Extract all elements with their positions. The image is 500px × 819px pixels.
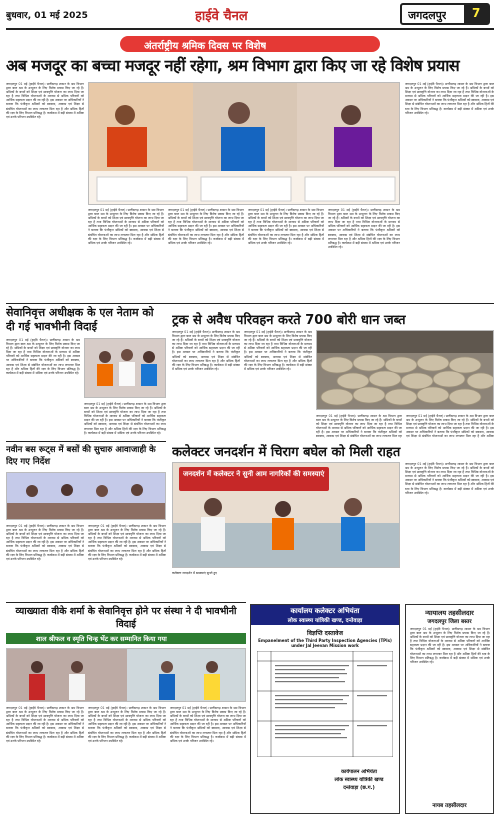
- notice-footer-office: कार्यपालन अभियंता: [341, 769, 377, 775]
- story4-photo: [6, 472, 166, 520]
- story6-subhead: शाल श्रीफल व स्मृति चिन्ह भेंट कर सम्मानित किया गया: [36, 635, 167, 643]
- page-number: 7: [472, 6, 481, 20]
- masthead: हाईवे चैनल: [195, 9, 248, 24]
- story5-headline: कलेक्टर जनदर्शन में चिराग बघेल को मिली राहत: [172, 445, 401, 460]
- lead-body-col6: जगदलपुर 01 मई (हाईवे चैनल)। छत्तीसगढ़ शासन के श्रम विभाग द्वारा बाल श्रम के उन्मूलन के लिए विशेष प्रयास किए जा रहे हैं। श्रमिकों के बच्चों को शिक्षा एवं छात्रवृत्ति योजना का लाभ दिया जा रहा है तथा विभिन्न योजनाओं के माध्यम से श्रमिक परिवारों को आर्थिक सहायता प्रदान की जा रही है। इस अवसर पर अधिकारियों ने बताया कि पंजीकृत श्रमिकों को स्वास्थ्य, आवास एवं शिक्षा से संबंधित योजनाओं का लाभ लगातार मिल रहा है और श्रमिक हितों की रक्षा के लिए विभाग प्रतिबद्ध है। कार्यक्रम में बड़ी संख्या में श्रमिक एवं उनके परिजन उपस्थित रहे।: [405, 82, 494, 115]
- story6-body-col3: जगदलपुर 01 मई (हाईवे चैनल)। छत्तीसगढ़ शासन के श्रम विभाग द्वारा बाल श्रम के उन्मूलन के लिए विशेष प्रयास किए जा रहे हैं। श्रमिकों के बच्चों को शिक्षा एवं छात्रवृत्ति योजना का लाभ दिया जा रहा है तथा विभिन्न योजनाओं के माध्यम से श्रमिक परिवारों को आर्थिक सहायता प्रदान की जा रही है। इस अवसर पर अधिकारियों ने बताया कि पंजीकृत श्रमिकों को स्वास्थ्य, आवास एवं शिक्षा से संबंधित योजनाओं का लाभ लगातार मिल रहा है और श्रमिक हितों की रक्षा के लिए विभाग प्रतिबद्ध है। कार्यक्रम में बड़ी संख्या में श्रमिक एवं उनके परिजन उपस्थित रहे।: [170, 706, 246, 743]
- story2-photo: [84, 338, 166, 398]
- rule-3: [6, 602, 246, 603]
- story2-headline: सेवानिवृत्त अधीक्षक के एल नेताम को दी गई भावभीनी विदाई: [6, 306, 154, 333]
- lead-body-col5: जगदलपुर 01 मई (हाईवे चैनल)। छत्तीसगढ़ शासन के श्रम विभाग द्वारा बाल श्रम के उन्मूलन के लिए विशेष प्रयास किए जा रहे हैं। श्रमिकों के बच्चों को शिक्षा एवं छात्रवृत्ति योजना का लाभ दिया जा रहा है तथा विभिन्न योजनाओं के माध्यम से श्रमिक परिवारों को आर्थिक सहायता प्रदान की जा रही है। इस अवसर पर अधिकारियों ने बताया कि पंजीकृत श्रमिकों को स्वास्थ्य, आवास एवं शिक्षा से संबंधित योजनाओं का लाभ लगातार मिल रहा है और श्रमिक हितों की रक्षा के लिए विभाग प्रतिबद्ध है। कार्यक्रम में बड़ी संख्या में श्रमिक एवं उनके परिजन उपस्थित रहे।: [328, 208, 400, 249]
- court-notice-subtitle: जगदलपुर जिला बस्तर: [427, 619, 472, 625]
- lead-photo-group: [88, 82, 400, 205]
- story4-body-col2: जगदलपुर 01 मई (हाईवे चैनल)। छत्तीसगढ़ शासन के श्रम विभाग द्वारा बाल श्रम के उन्मूलन के लिए विशेष प्रयास किए जा रहे हैं। श्रमिकों के बच्चों को शिक्षा एवं छात्रवृत्ति योजना का लाभ दिया जा रहा है तथा विभिन्न योजनाओं के माध्यम से श्रमिक परिवारों को आर्थिक सहायता प्रदान की जा रही है। इस अवसर पर अधिकारियों ने बताया कि पंजीकृत श्रमिकों को स्वास्थ्य, आवास एवं शिक्षा से संबंधित योजनाओं का लाभ लगातार मिल रहा है और श्रमिक हितों की रक्षा के लिए विभाग प्रतिबद्ध है। कार्यक्रम में बड़ी संख्या में श्रमिक एवं उनके परिजन उपस्थित रहे।: [88, 524, 166, 561]
- lead-body-col1: जगदलपुर 01 मई (हाईवे चैनल)। छत्तीसगढ़ शासन के श्रम विभाग द्वारा बाल श्रम के उन्मूलन के लिए विशेष प्रयास किए जा रहे हैं। श्रमिकों के बच्चों को शिक्षा एवं छात्रवृत्ति योजना का लाभ दिया जा रहा है तथा विभिन्न योजनाओं के माध्यम से श्रमिक परिवारों को आर्थिक सहायता प्रदान की जा रही है। इस अवसर पर अधिकारियों ने बताया कि पंजीकृत श्रमिकों को स्वास्थ्य, आवास एवं शिक्षा से संबंधित योजनाओं का लाभ लगातार मिल रहा है और श्रमिक हितों की रक्षा के लिए विभाग प्रतिबद्ध है। कार्यक्रम में बड़ी संख्या में श्रमिक एवं उनके परिजन उपस्थित रहे।: [6, 82, 84, 119]
- notice-table: [257, 651, 393, 757]
- story6-subhead-bar: [6, 633, 246, 644]
- story3-body-col4: जगदलपुर 01 मई (हाईवे चैनल)। छत्तीसगढ़ शासन के श्रम विभाग द्वारा बाल श्रम के उन्मूलन के लिए विशेष प्रयास किए जा रहे हैं। श्रमिकों के बच्चों को शिक्षा एवं छात्रवृत्ति योजना का लाभ दिया जा रहा है तथा विभिन्न योजनाओं के माध्यम से श्रमिक परिवारों को आर्थिक सहायता प्रदान की जा रही है। इस अवसर पर अधिकारियों ने बताया कि पंजीकृत श्रमिकों को स्वास्थ्य, आवास एवं शिक्षा से संबंधित योजनाओं का लाभ लगातार मिल रहा है और श्रमिक: [406, 414, 494, 438]
- story5-photo: [172, 462, 400, 568]
- govt-notice: [250, 604, 400, 814]
- notice-subject: विज्ञप्ति दस्तावेज: [307, 630, 343, 637]
- story3-headline: ट्रक से अवैध परिवहन करते 700 बोरी धान जब्त: [172, 313, 406, 328]
- court-notice-footer: नायब तहसीलदार: [432, 803, 467, 809]
- story6-photo: [6, 648, 246, 702]
- meeting-photo: [7, 473, 166, 520]
- story6-headline: व्याख्याता वीके शर्मा के सेवानिवृत्त होने पर संस्था ने दी भावभीनी विदाई: [15, 606, 237, 630]
- page-header: [0, 0, 500, 32]
- page-number-box: [464, 5, 488, 23]
- lead-photo: [89, 83, 400, 205]
- court-notice: [405, 604, 494, 814]
- notice-dept: लोक स्वास्थ्य यांत्रिकी खण्ड, दन्तेवाड़ा: [287, 618, 363, 624]
- notice-header: [251, 605, 399, 625]
- rule-1: [6, 303, 494, 304]
- story4-headline: नवीन बस रूट्स में बसों की सुचारु आवाजाही के दिए गए निर्देश: [6, 445, 156, 467]
- story2-photo-image: [85, 339, 166, 398]
- notice-footer-place: दन्तेवाड़ा (छ.ग.): [343, 785, 375, 791]
- story6-body-col1: जगदलपुर 01 मई (हाईवे चैनल)। छत्तीसगढ़ शासन के श्रम विभाग द्वारा बाल श्रम के उन्मूलन के लिए विशेष प्रयास किए जा रहे हैं। श्रमिकों के बच्चों को शिक्षा एवं छात्रवृत्ति योजना का लाभ दिया जा रहा है तथा विभिन्न योजनाओं के माध्यम से श्रमिक परिवारों को आर्थिक सहायता प्रदान की जा रही है। इस अवसर पर अधिकारियों ने बताया कि पंजीकृत श्रमिकों को स्वास्थ्य, आवास एवं शिक्षा से संबंधित योजनाओं का लाभ लगातार मिल रहा है और श्रमिक हितों की रक्षा के लिए विभाग प्रतिबद्ध है। कार्यक्रम में बड़ी संख्या में श्रमिक एवं उनके परिजन उपस्थित रहे।: [6, 706, 84, 743]
- story3-body-col1: जगदलपुर 01 मई (हाईवे चैनल)। छत्तीसगढ़ शासन के श्रम विभाग द्वारा बाल श्रम के उन्मूलन के लिए विशेष प्रयास किए जा रहे हैं। श्रमिकों के बच्चों को शिक्षा एवं छात्रवृत्ति योजना का लाभ दिया जा रहा है तथा विभिन्न योजनाओं के माध्यम से श्रमिक परिवारों को आर्थिक सहायता प्रदान की जा रही है। इस अवसर पर अधिकारियों ने बताया कि पंजीकृत श्रमिकों को स्वास्थ्य, आवास एवं शिक्षा से संबंधित योजनाओं का लाभ लगातार मिल रहा है और श्रमिक हितों की रक्षा के लिए विभाग प्रतिबद्ध है। कार्यक्रम में बड़ी संख्या में श्रमिक एवं उनके परिजन उपस्थित रहे।: [172, 330, 240, 371]
- notice-title: Empanelment of the Third Party Inspection Agencies (TPIs) under Jal Jeevan Mission work: [258, 638, 392, 648]
- lead-headline: अब मजदूर का बच्चा मजदूर नहीं रहेगा, श्रम विभाग द्वारा किए जा रहे विशेष प्रयास: [6, 56, 460, 75]
- section-banner: [120, 36, 380, 52]
- story5-caption: कलेक्टर जनदर्शन में समस्याएं सुनते हुए: [172, 571, 217, 575]
- farewell-photo: [7, 649, 246, 702]
- header-date: बुधवार, 01 मई 2025: [6, 11, 88, 21]
- story4-body-col1: जगदलपुर 01 मई (हाईवे चैनल)। छत्तीसगढ़ शासन के श्रम विभाग द्वारा बाल श्रम के उन्मूलन के लिए विशेष प्रयास किए जा रहे हैं। श्रमिकों के बच्चों को शिक्षा एवं छात्रवृत्ति योजना का लाभ दिया जा रहा है तथा विभिन्न योजनाओं के माध्यम से श्रमिक परिवारों को आर्थिक सहायता प्रदान की जा रही है। इस अवसर पर अधिकारियों ने बताया कि पंजीकृत श्रमिकों को स्वास्थ्य, आवास एवं शिक्षा से संबंधित योजनाओं का लाभ लगातार मिल रहा है और श्रमिक हितों की रक्षा के लिए विभाग प्रतिबद्ध है। कार्यक्रम में बड़ी संख्या में श्रमिक एवं उनके परिजन उपस्थित रहे।: [6, 524, 84, 561]
- story2-body-col2: जगदलपुर 01 मई (हाईवे चैनल)। छत्तीसगढ़ शासन के श्रम विभाग द्वारा बाल श्रम के उन्मूलन के लिए विशेष प्रयास किए जा रहे हैं। श्रमिकों के बच्चों को शिक्षा एवं छात्रवृत्ति योजना का लाभ दिया जा रहा है तथा विभिन्न योजनाओं के माध्यम से श्रमिक परिवारों को आर्थिक सहायता प्रदान की जा रही है। इस अवसर पर अधिकारियों ने बताया कि पंजीकृत श्रमिकों को स्वास्थ्य, आवास एवं शिक्षा से संबंधित योजनाओं का लाभ लगातार मिल रहा है और श्रमिक हितों की रक्षा के लिए विभाग प्रतिबद्ध है। कार्यक्रम में बड़ी संख्या में श्रमिक एवं उनके परिजन उपस्थित रहे।: [84, 402, 166, 435]
- story3-body-col3: जगदलपुर 01 मई (हाईवे चैनल)। छत्तीसगढ़ शासन के श्रम विभाग द्वारा बाल श्रम के उन्मूलन के लिए विशेष प्रयास किए जा रहे हैं। श्रमिकों के बच्चों को शिक्षा एवं छात्रवृत्ति योजना का लाभ दिया जा रहा है तथा विभिन्न योजनाओं के माध्यम से श्रमिक परिवारों को आर्थिक सहायता प्रदान की जा रही है। इस अवसर पर अधिकारियों ने बताया कि पंजीकृत श्रमिकों को स्वास्थ्य, आवास एवं शिक्षा से संबंधित योजनाओं का लाभ लगातार मिल रहा: [316, 414, 402, 438]
- header-city: जगदलपुर: [408, 9, 447, 22]
- section-banner-title: अंतर्राष्ट्रीय श्रमिक दिवस पर विशेष: [144, 41, 267, 52]
- story5-photo-banner-text: जनदर्शन में कलेक्टर ने सुनी आम नागरिकों की समस्याएं: [183, 470, 325, 478]
- lead-body-col4: जगदलपुर 01 मई (हाईवे चैनल)। छत्तीसगढ़ शासन के श्रम विभाग द्वारा बाल श्रम के उन्मूलन के लिए विशेष प्रयास किए जा रहे हैं। श्रमिकों के बच्चों को शिक्षा एवं छात्रवृत्ति योजना का लाभ दिया जा रहा है तथा विभिन्न योजनाओं के माध्यम से श्रमिक परिवारों को आर्थिक सहायता प्रदान की जा रही है। इस अवसर पर अधिकारियों ने बताया कि पंजीकृत श्रमिकों को स्वास्थ्य, आवास एवं शिक्षा से संबंधित योजनाओं का लाभ लगातार मिल रहा है और श्रमिक हितों की रक्षा के लिए विभाग प्रतिबद्ध है। कार्यक्रम में बड़ी संख्या में श्रमिक एवं उनके परिजन उपस्थित रहे।: [248, 208, 324, 245]
- story3-photo: [316, 330, 494, 410]
- story5-body-col1: जगदलपुर 01 मई (हाईवे चैनल)। छत्तीसगढ़ शासन के श्रम विभाग द्वारा बाल श्रम के उन्मूलन के लिए विशेष प्रयास किए जा रहे हैं। श्रमिकों के बच्चों को शिक्षा एवं छात्रवृत्ति योजना का लाभ दिया जा रहा है तथा विभिन्न योजनाओं के माध्यम से श्रमिक परिवारों को आर्थिक सहायता प्रदान की जा रही है। इस अवसर पर अधिकारियों ने बताया कि पंजीकृत श्रमिकों को स्वास्थ्य, आवास एवं शिक्षा से संबंधित योजनाओं का लाभ लगातार मिल रहा है और श्रमिक हितों की रक्षा के लिए विभाग प्रतिबद्ध है। कार्यक्रम में बड़ी संख्या में श्रमिक एवं उनके परिजन उपस्थित रहे।: [405, 462, 494, 495]
- story5-photo-banner: [179, 467, 329, 491]
- court-notice-title: न्यायालय तहसीलदार: [425, 609, 474, 617]
- lead-body-col2: जगदलपुर 01 मई (हाईवे चैनल)। छत्तीसगढ़ शासन के श्रम विभाग द्वारा बाल श्रम के उन्मूलन के लिए विशेष प्रयास किए जा रहे हैं। श्रमिकों के बच्चों को शिक्षा एवं छात्रवृत्ति योजना का लाभ दिया जा रहा है तथा विभिन्न योजनाओं के माध्यम से श्रमिक परिवारों को आर्थिक सहायता प्रदान की जा रही है। इस अवसर पर अधिकारियों ने बताया कि पंजीकृत श्रमिकों को स्वास्थ्य, आवास एवं शिक्षा से संबंधित योजनाओं का लाभ लगातार मिल रहा है और श्रमिक हितों की रक्षा के लिए विभाग प्रतिबद्ध है। कार्यक्रम में बड़ी संख्या में श्रमिक एवं उनके परिजन उपस्थित रहे।: [88, 208, 164, 245]
- header-city-box: [400, 3, 490, 25]
- story3-body-col2: जगदलपुर 01 मई (हाईवे चैनल)। छत्तीसगढ़ शासन के श्रम विभाग द्वारा बाल श्रम के उन्मूलन के लिए विशेष प्रयास किए जा रहे हैं। श्रमिकों के बच्चों को शिक्षा एवं छात्रवृत्ति योजना का लाभ दिया जा रहा है तथा विभिन्न योजनाओं के माध्यम से श्रमिक परिवारों को आर्थिक सहायता प्रदान की जा रही है। इस अवसर पर अधिकारियों ने बताया कि पंजीकृत श्रमिकों को स्वास्थ्य, आवास एवं शिक्षा से संबंधित योजनाओं का लाभ लगातार मिल रहा है और श्रमिक हितों की रक्षा के लिए विभाग प्रतिबद्ध है। कार्यक्रम में बड़ी संख्या में श्रमिक एवं उनके परिजन उपस्थित रहे।: [244, 330, 312, 371]
- story2-body-col1: जगदलपुर 01 मई (हाईवे चैनल)। छत्तीसगढ़ शासन के श्रम विभाग द्वारा बाल श्रम के उन्मूलन के लिए विशेष प्रयास किए जा रहे हैं। श्रमिकों के बच्चों को शिक्षा एवं छात्रवृत्ति योजना का लाभ दिया जा रहा है तथा विभिन्न योजनाओं के माध्यम से श्रमिक परिवारों को आर्थिक सहायता प्रदान की जा रही है। इस अवसर पर अधिकारियों ने बताया कि पंजीकृत श्रमिकों को स्वास्थ्य, आवास एवं शिक्षा से संबंधित योजनाओं का लाभ लगातार मिल रहा है और श्रमिक हितों की रक्षा के लिए विभाग प्रतिबद्ध है। कार्यक्रम में बड़ी संख्या में श्रमिक एवं उनके परिजन उपस्थित रहे।: [6, 338, 80, 375]
- lead-body-col3: जगदलपुर 01 मई (हाईवे चैनल)। छत्तीसगढ़ शासन के श्रम विभाग द्वारा बाल श्रम के उन्मूलन के लिए विशेष प्रयास किए जा रहे हैं। श्रमिकों के बच्चों को शिक्षा एवं छात्रवृत्ति योजना का लाभ दिया जा रहा है तथा विभिन्न योजनाओं के माध्यम से श्रमिक परिवारों को आर्थिक सहायता प्रदान की जा रही है। इस अवसर पर अधिकारियों ने बताया कि पंजीकृत श्रमिकों को स्वास्थ्य, आवास एवं शिक्षा से संबंधित योजनाओं का लाभ लगातार मिल रहा है और श्रमिक हितों की रक्षा के लिए विभाग प्रतिबद्ध है। कार्यक्रम में बड़ी संख्या में श्रमिक एवं उनके परिजन उपस्थित रहे।: [168, 208, 244, 245]
- story6-body-col2: जगदलपुर 01 मई (हाईवे चैनल)। छत्तीसगढ़ शासन के श्रम विभाग द्वारा बाल श्रम के उन्मूलन के लिए विशेष प्रयास किए जा रहे हैं। श्रमिकों के बच्चों को शिक्षा एवं छात्रवृत्ति योजना का लाभ दिया जा रहा है तथा विभिन्न योजनाओं के माध्यम से श्रमिक परिवारों को आर्थिक सहायता प्रदान की जा रही है। इस अवसर पर अधिकारियों ने बताया कि पंजीकृत श्रमिकों को स्वास्थ्य, आवास एवं शिक्षा से संबंधित योजनाओं का लाभ लगातार मिल रहा है और श्रमिक हितों की रक्षा के लिए विभाग प्रतिबद्ध है। कार्यक्रम में बड़ी संख्या में श्रमिक एवं उनके परिजन उपस्थित रहे।: [88, 706, 166, 743]
- rice-sacks-photo: [317, 331, 494, 410]
- rule-2: [6, 441, 166, 442]
- notice-office: कार्यालय कलेक्टर अभियंता: [290, 607, 360, 615]
- notice-footer-dept: लोक स्वास्थ्य यांत्रिकी खण्ड: [334, 777, 384, 783]
- court-notice-body: जगदलपुर 01 मई (हाईवे चैनल)। छत्तीसगढ़ शासन के श्रम विभाग द्वारा बाल श्रम के उन्मूलन के लिए विशेष प्रयास किए जा रहे हैं। श्रमिकों के बच्चों को शिक्षा एवं छात्रवृत्ति योजना का लाभ दिया जा रहा है तथा विभिन्न योजनाओं के माध्यम से श्रमिक परिवारों को आर्थिक सहायता प्रदान की जा रही है। इस अवसर पर अधिकारियों ने बताया कि पंजीकृत श्रमिकों को स्वास्थ्य, आवास एवं शिक्षा से संबंधित योजनाओं का लाभ लगातार मिल रहा है और श्रमिक हितों की रक्षा के लिए विभाग प्रतिबद्ध है। कार्यक्रम में बड़ी संख्या में श्रमिक एवं उनके परिजन उपस्थित रहे।: [410, 627, 490, 664]
- header-rule: [6, 28, 494, 30]
